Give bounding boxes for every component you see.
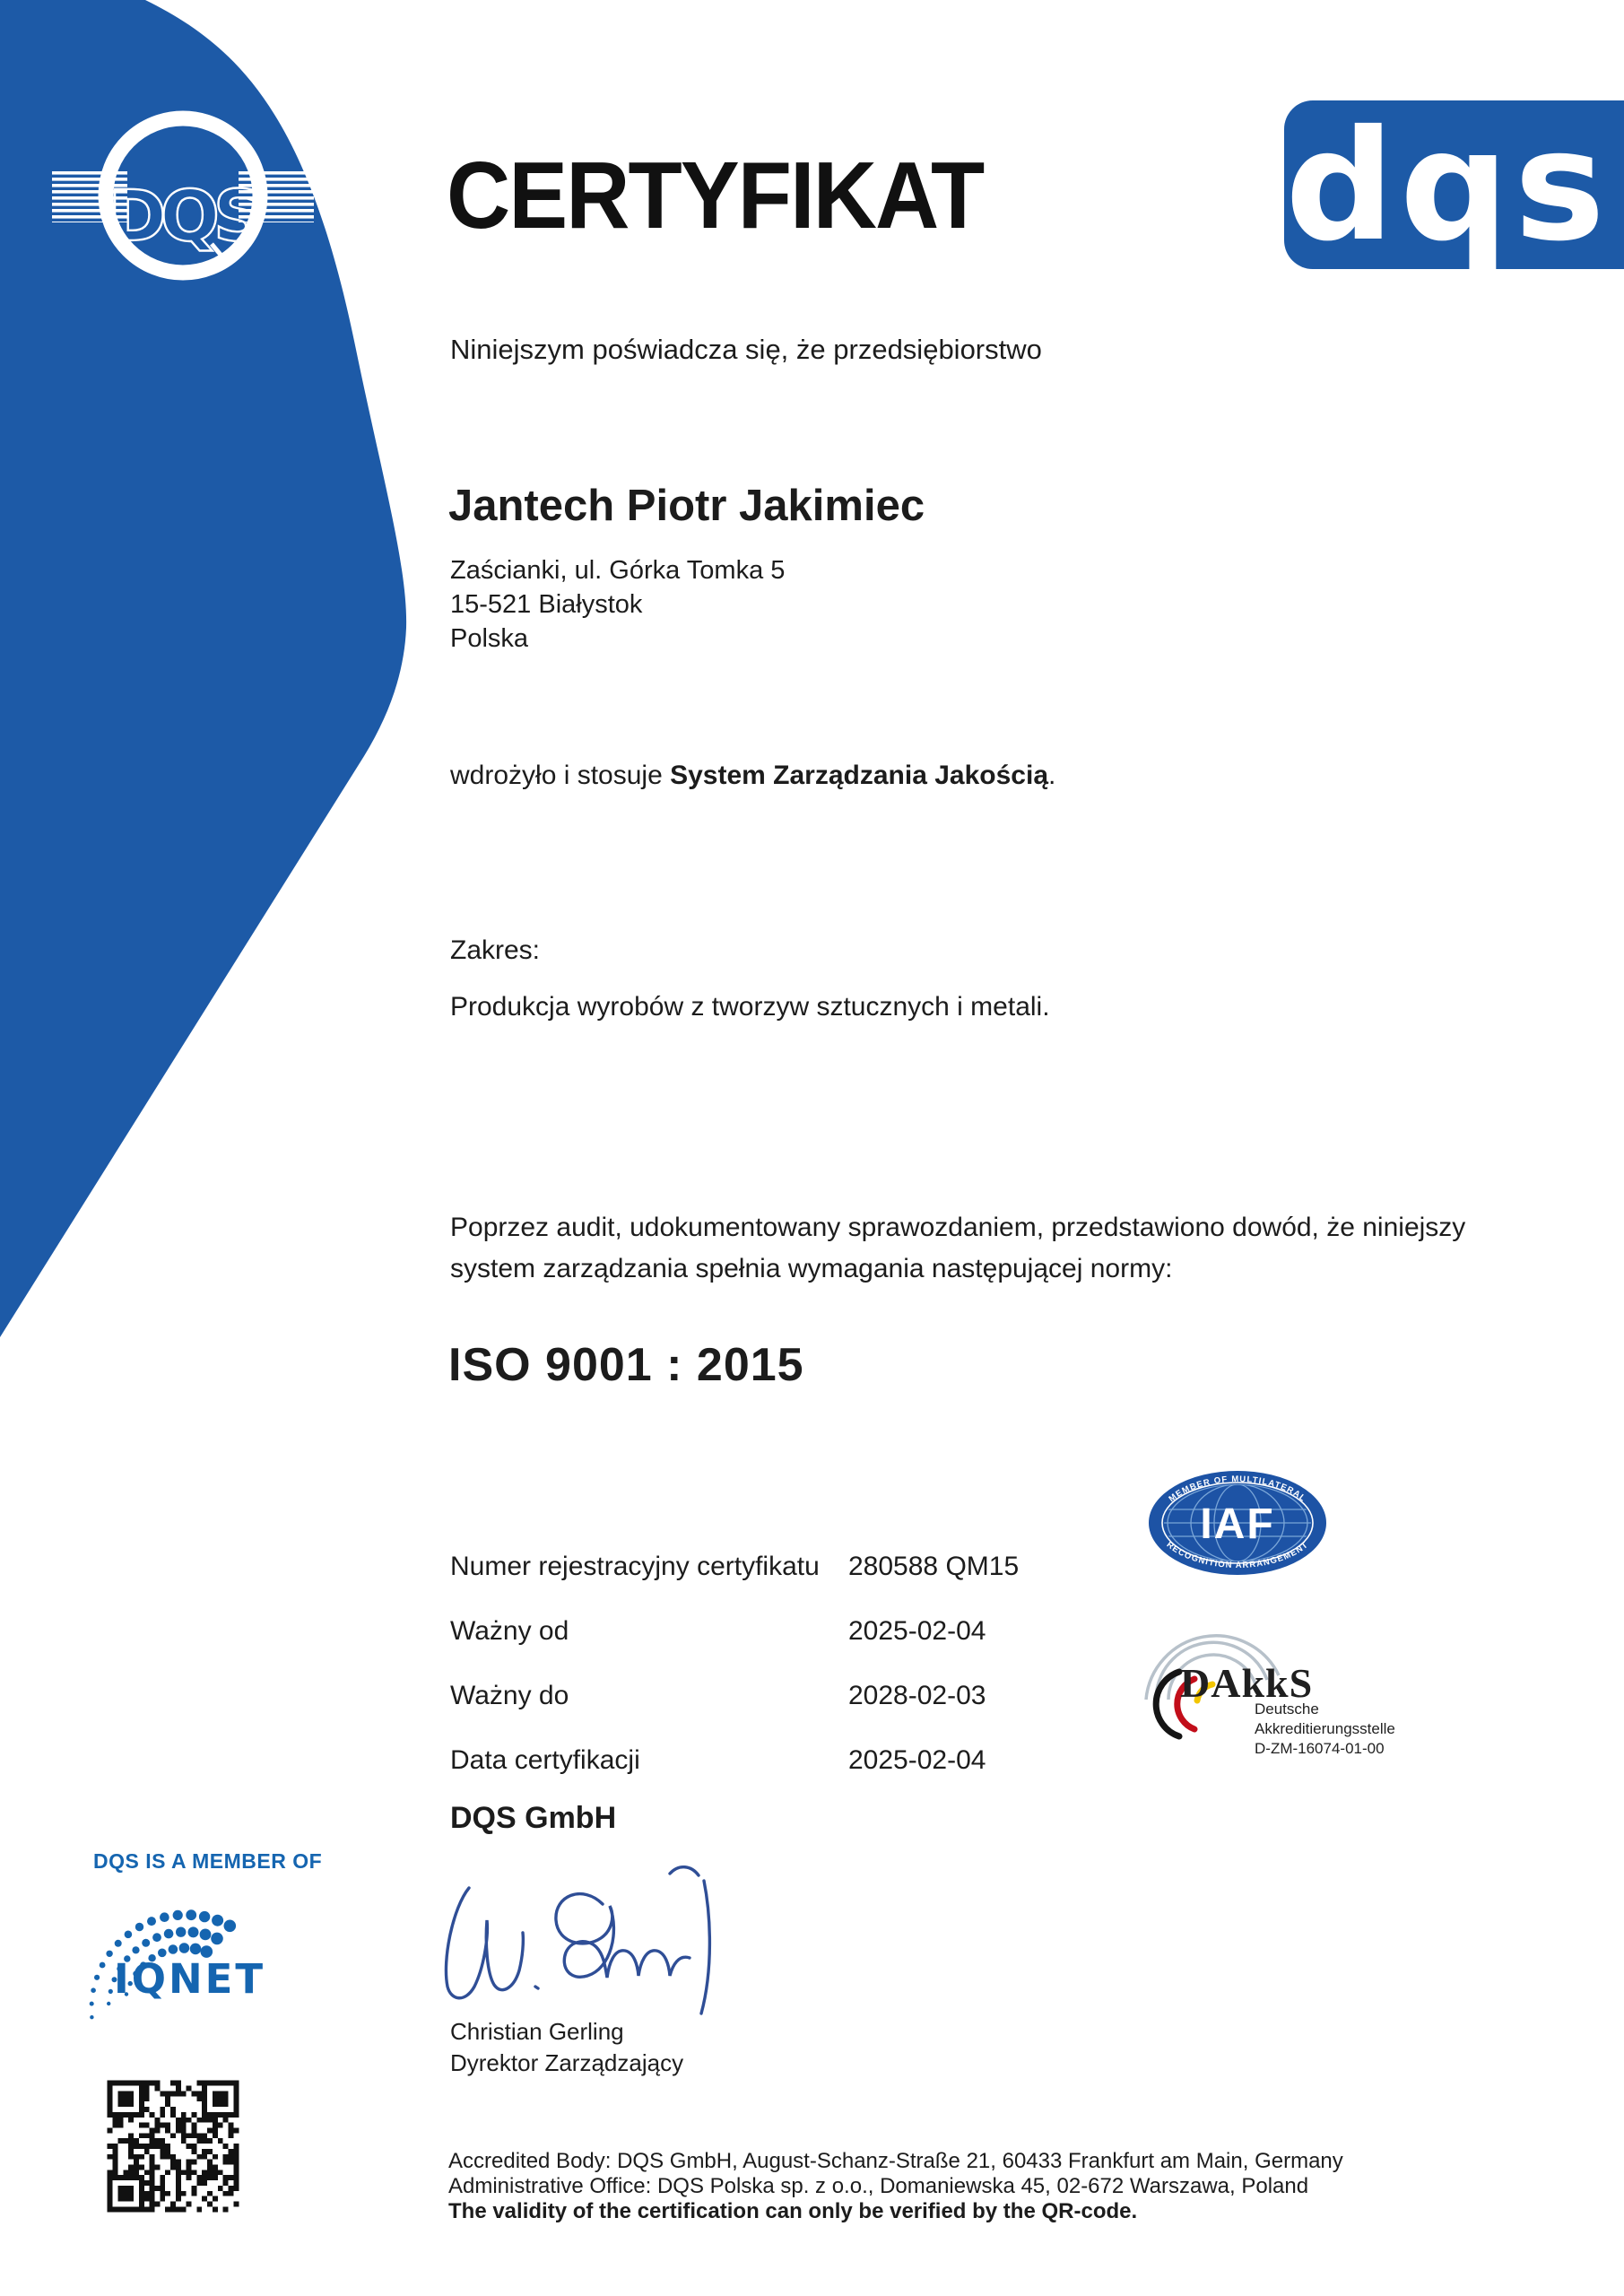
scope-text: Produkcja wyrobów z tworzyw sztucznych i metali. <box>450 992 1050 1022</box>
dakks-caption-line3: D-ZM-16074-01-00 <box>1255 1740 1385 1757</box>
standard-name: ISO 9001 : 2015 <box>448 1339 804 1391</box>
detail-value: 2028-02-03 <box>848 1681 986 1710</box>
signer-name: Christian Gerling <box>450 2018 624 2045</box>
implementation-statement <box>450 761 1055 791</box>
intro-statement: Niniejszym poświadcza się, że przedsiębiorstwo <box>450 334 1042 365</box>
dqs-emblem <box>36 90 332 305</box>
dakks-logo <box>1137 1610 1442 1767</box>
signature <box>435 1852 740 2031</box>
iqnet-logo-text: IQNET <box>114 1955 266 2003</box>
detail-value: 2025-02-04 <box>848 1616 986 1646</box>
signer-title: Dyrektor Zarządzający <box>450 2049 684 2076</box>
dakks-caption-line1: Deutsche <box>1255 1700 1319 1718</box>
footer-administrative-office: Administrative Office: DQS Polska sp. z o.o., Domaniewska 45, 02-672 Warszawa, Poland <box>448 2174 1309 2198</box>
dqs-logo-wordmark: dqs <box>1285 98 1611 275</box>
company-name: Jantech Piotr Jakimiec <box>448 482 925 530</box>
certificate-detail-row <box>450 1552 1257 1616</box>
implementation-suffix: . <box>1048 761 1056 790</box>
audit-statement-line1: Poprzez audit, udokumentowany sprawozdaniem, przedstawiono dowód, że niniejszy <box>450 1213 1466 1242</box>
company-address-line3: Polska <box>450 624 529 653</box>
certificate-detail-row <box>450 1681 1257 1745</box>
scope-label: Zakres: <box>450 935 541 965</box>
certificate-detail-row <box>450 1616 1257 1681</box>
qr-code <box>97 2070 249 2222</box>
implementation-prefix: wdrożyło i stosuje <box>450 761 671 790</box>
iaf-logo <box>1143 1467 1332 1578</box>
detail-value: 280588 QM15 <box>848 1552 1020 1581</box>
dqs-emblem-letters: DQS <box>108 177 258 257</box>
certificate-details-table <box>450 1552 1257 1810</box>
detail-label: Data certyfikacji <box>450 1745 640 1775</box>
dakks-wordmark: DAkkS <box>1180 1660 1314 1706</box>
dakks-caption <box>1255 1700 1395 1757</box>
footer-validity-note: The validity of the certification can only be verified by the QR-code. <box>448 2199 1138 2223</box>
implementation-system-name: System Zarządzania Jakością <box>670 761 1048 790</box>
dakks-caption-line2: Akkreditierungsstelle <box>1255 1720 1395 1737</box>
member-of-label: DQS IS A MEMBER OF <box>93 1849 323 1873</box>
iaf-top-arc-text: MEMBER OF MULTILATERAL <box>1167 1474 1308 1505</box>
audit-statement-line2: system zarządzania spełnia wymagania następującej normy: <box>450 1254 1173 1283</box>
issuer-company: DQS GmbH <box>450 1801 617 1835</box>
company-address-line2: 15-521 Białystok <box>450 590 643 619</box>
iaf-bottom-arc-text: RECOGNITION ARRANGEMENT <box>1164 1539 1311 1571</box>
company-address-line1: Zaścianki, ul. Górka Tomka 5 <box>450 556 786 585</box>
detail-value: 2025-02-04 <box>848 1745 986 1775</box>
certificate-title: CERTYFIKAT <box>447 143 984 248</box>
detail-label: Ważny od <box>450 1616 569 1646</box>
detail-label: Numer rejestracyjny certyfikatu <box>450 1552 820 1581</box>
iaf-center-text: IAF <box>1200 1500 1275 1548</box>
detail-label: Ważny do <box>450 1681 569 1710</box>
footer-accredited-body: Accredited Body: DQS GmbH, August-Schanz-Straße 21, 60433 Frankfurt am Main, Germany <box>448 2149 1343 2173</box>
